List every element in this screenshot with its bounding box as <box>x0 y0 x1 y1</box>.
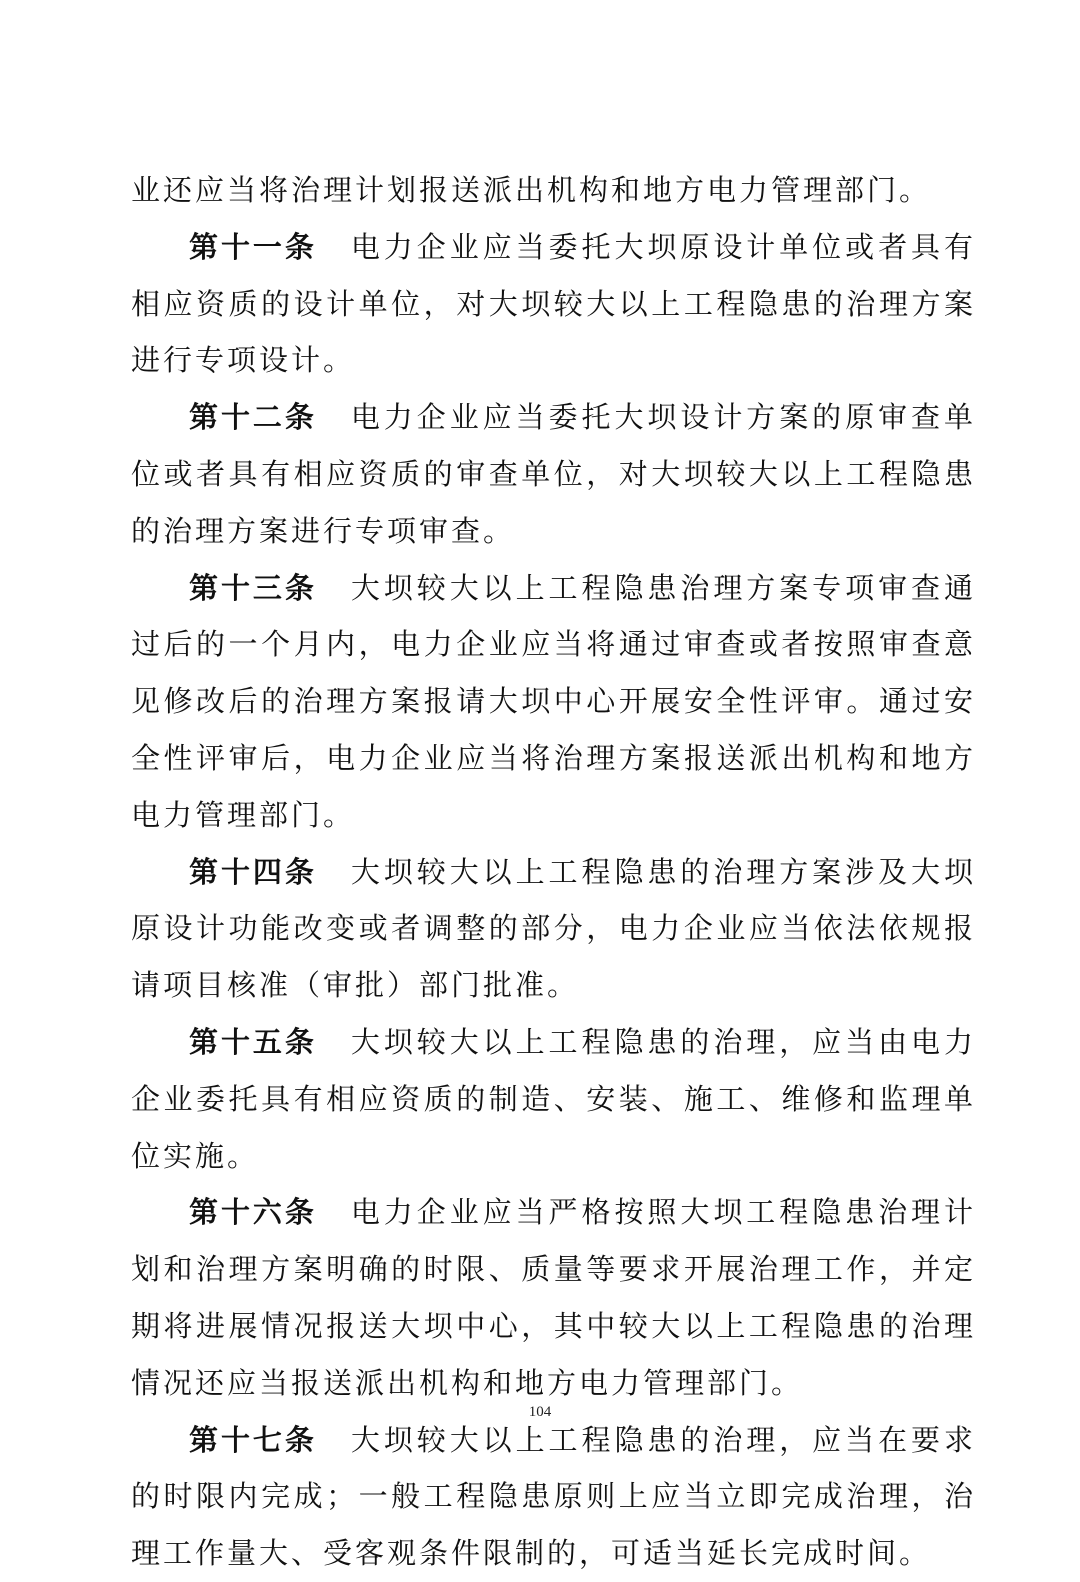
article-text: 电力企业应当委托大坝设计方案的原审查单位或者具有相应资质的审查单位，对大坝较大以上工程隐患的治理方案进行专项审查。 <box>131 400 976 548</box>
article-number: 第十三条 <box>189 570 317 605</box>
article-text: 电力企业应当严格按照大坝工程隐患治理计划和治理方案明确的时限、质量等要求开展治理工作，并定期将进展情况报送大坝中心，其中较大以上工程隐患的治理情况还应当报送派出机构和地方电力管理部门。 <box>131 1195 976 1400</box>
article-text: 电力企业应当委托大坝原设计单位或者具有相应资质的设计单位，对大坝较大以上工程隐患的治理方案进行专项设计。 <box>131 229 976 378</box>
article-number: 第十一条 <box>189 229 317 264</box>
article-15 <box>131 1014 976 1184</box>
article-number: 第十五条 <box>189 1024 317 1059</box>
article-text: 大坝较大以上工程隐患的治理方案涉及大坝原设计功能改变或者调整的部分，电力企业应当依法依规报请项目核准（审批）部门批准。 <box>131 854 976 1003</box>
article-number: 第十二条 <box>189 400 317 435</box>
article-11 <box>131 219 976 389</box>
document-body <box>131 162 976 1582</box>
article-13 <box>131 560 976 844</box>
article-12 <box>131 389 976 559</box>
article-text: 大坝较大以上工程隐患的治理，应当由电力企业委托具有相应资质的制造、安装、施工、维修和监理单位实施。 <box>131 1024 976 1173</box>
continuation-paragraph: 业还应当将治理计划报送派出机构和地方电力管理部门。 <box>131 173 932 207</box>
article-number: 第十七条 <box>189 1422 317 1457</box>
article-16 <box>131 1184 976 1411</box>
article-text: 大坝较大以上工程隐患的治理，应当在要求的时限内完成；一般工程隐患原则上应当立即完成治理，治理工作量大、受客观条件限制的，可适当延长完成时间。 <box>131 1422 976 1571</box>
article-text: 大坝较大以上工程隐患治理方案专项审查通过后的一个月内，电力企业应当将通过审查或者按照审查意见修改后的治理方案报请大坝中心开展安全性评审。通过安全性评审后，电力企业应当将治理方案报送派出机构和地方电力管理部门。 <box>131 570 976 832</box>
article-number: 第十六条 <box>189 1195 317 1230</box>
article-number: 第十四条 <box>189 854 317 889</box>
page-number: 104 <box>528 1404 552 1420</box>
article-14 <box>131 844 976 1014</box>
article-17 <box>131 1412 976 1582</box>
